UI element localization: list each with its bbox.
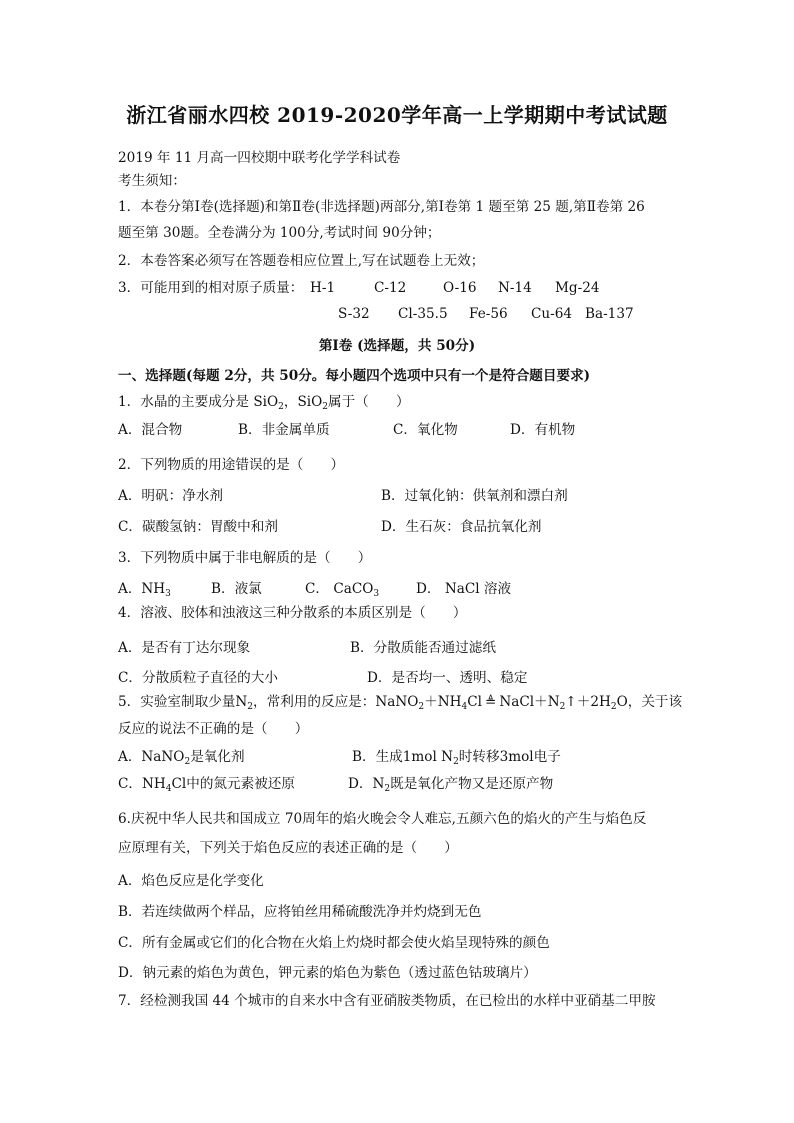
- notice-item-1: 1．本卷分第Ⅰ卷(选择题)和第Ⅱ卷(非选择题)两部分,第Ⅰ卷第 1 题至第 25 题,第Ⅱ卷第 26: [118, 199, 645, 215]
- exam-subtitle: 2019 年 11 月高一四校期中联考化学学科试卷: [118, 150, 401, 166]
- atomic-mass: H-1: [310, 280, 336, 296]
- question-5-stem: 5．实验室制取少量$N_2$，常利用的反应是：$NaNO_2+NH_4Cl$ ≜ $NaCl+N_2↑+2H_2O$，关于该: [118, 694, 683, 712]
- question-3-stem: 3．下列物质中属于非电解质的是（ ）: [118, 550, 372, 566]
- question-4-option: D．是否均一、透明、稳定: [367, 670, 528, 686]
- question-3-option: B．液氯: [211, 581, 262, 597]
- question-2-option: D．生石灰：食品抗氧化剂: [381, 519, 542, 535]
- atomic-mass: Cl-35.5: [398, 306, 448, 322]
- heat-arrow: ≜: [484, 694, 497, 710]
- atomic-mass: S-32: [338, 306, 370, 322]
- question-3-option: D． NaCl 溶液: [416, 581, 512, 597]
- question-1-stem: 1．水晶的主要成分是 SiO$_2$，SiO$_2$属于（ ）: [118, 394, 410, 412]
- question-6-stem: 6.庆祝中华人民共和国成立 70周年的焰火晚会令人难忘,五颜六色的焰火的产生与焰色反: [118, 811, 647, 827]
- question-4-option: B．分散质能否通过滤纸: [350, 640, 496, 656]
- atomic-mass: Cu-64: [531, 306, 573, 322]
- question-4-stem: 4．溶液、胶体和浊液这三种分散系的本质区别是（ ）: [118, 605, 467, 621]
- question-5-option: A．NaNO$_2$是氧化剂: [118, 749, 245, 767]
- atomic-mass: Mg-24: [555, 280, 600, 296]
- question-3-option: A．$NH_3$: [118, 581, 171, 599]
- notice-item-1-cont: 题至第 30题。全卷满分为 100分,考试时间 90分钟；: [118, 225, 441, 241]
- atomic-mass: Fe-56: [469, 306, 508, 322]
- question-1-option: A．混合物: [118, 422, 183, 438]
- question-2-stem: 2．下列物质的用途错误的是（ ）: [118, 457, 345, 473]
- question-2-option: B．过氧化钠：供氧剂和漂白剂: [381, 488, 568, 504]
- question-5-option: D．$N_2$既是氧化产物又是还原产物: [348, 776, 554, 794]
- question-4-option: A．是否有丁达尔现象: [118, 640, 251, 656]
- question-2-option: A．明矾：净水剂: [118, 488, 223, 504]
- question-5-stem-cont: 反应的说法不正确的是（ ）: [118, 721, 309, 737]
- question-1-option: B．非金属单质: [238, 422, 330, 438]
- question-6-option: A．焰色反应是化学变化: [118, 873, 264, 889]
- notice-heading: 考生须知：: [118, 173, 186, 189]
- question-6-option: C．所有金属或它们的化合物在火焰上灼烧时都会使火焰呈现特殊的颜色: [118, 935, 550, 951]
- question-5-option: C．$NH_4Cl$中的氮元素被还原: [118, 776, 295, 794]
- atomic-mass: Ba-137: [585, 306, 634, 322]
- question-4-option: C．分散质粒子直径的大小: [118, 670, 278, 686]
- question-1-option: C．氧化物: [393, 422, 458, 438]
- question-2-option: C．碳酸氢钠：胃酸中和剂: [118, 519, 278, 535]
- question-5-option: B．生成1mol $N_2$时转移3mol电子: [352, 749, 561, 767]
- question-6-stem-cont: 应原理有关，下列关于焰色反应的表述正确的是（ ）: [118, 840, 458, 856]
- notice-item-2: 2．本卷答案必须写在答题卷相应位置上,写在试题卷上无效；: [118, 253, 485, 269]
- atomic-mass: N-14: [498, 280, 532, 296]
- part1-heading: 第Ⅰ卷 (选择题，共 50分): [318, 338, 476, 354]
- question-3-option: C． CaCO$_3$: [305, 581, 380, 599]
- question-1-option: D．有机物: [510, 422, 576, 438]
- question-7-stem: 7．经检测我国 44 个城市的自来水中含有亚硝胺类物质，在已检出的水样中亚硝基二甲胺: [118, 993, 656, 1009]
- atomic-mass: O-16: [443, 280, 477, 296]
- page-title: 浙江省丽水四校 2019-2020学年高一上学期期中考试试题: [126, 103, 668, 127]
- atomic-mass: C-12: [374, 280, 407, 296]
- section1-heading: 一、选择题(每题 2分，共 50分。每小题四个选项中只有一个是符合题目要求): [118, 368, 591, 384]
- question-6-option: B．若连续做两个样品，应将铂丝用稀硫酸洗净并灼烧到无色: [118, 904, 482, 920]
- question-6-option: D．钠元素的焰色为黄色，钾元素的焰色为紫色（透过蓝色钴玻璃片）: [118, 965, 537, 981]
- notice-item-3: 3．可能用到的相对原子质量：: [118, 280, 304, 296]
